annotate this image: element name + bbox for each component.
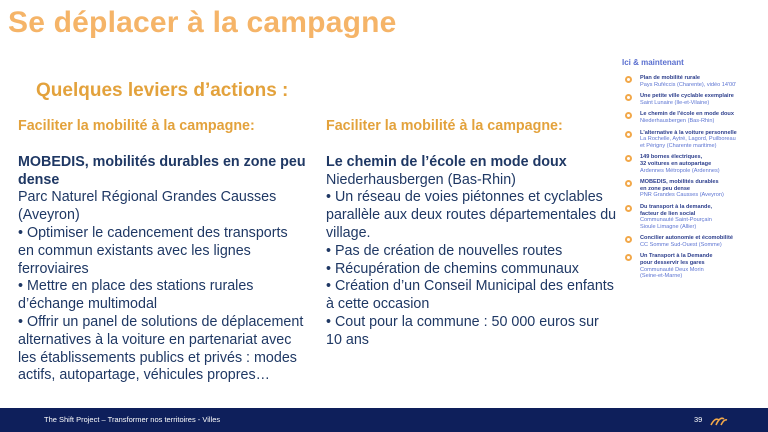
sidebar-item-title: Concilier autonomie et écomobilité [640, 235, 733, 242]
sidebar-item-title: Le chemin de l'école en mode doux [640, 111, 734, 118]
location-line: (Aveyron) [18, 207, 80, 224]
bullet-dot-icon [625, 131, 632, 138]
bullet-line: • Pas de création de nouvelles routes [326, 242, 563, 259]
bullet-line: 10 ans [326, 331, 369, 348]
left-column [18, 118, 318, 385]
sidebar-item-title: Plan de mobilité rurale [640, 75, 700, 81]
bullet-dot-icon [625, 254, 632, 261]
sidebar-heading: Ici & maintenant [622, 58, 684, 67]
sidebar-item-location: Niederhausbergen (Bas-Rhin) [640, 117, 715, 124]
sidebar-item[interactable] [622, 111, 764, 124]
sidebar-item-location: CC Somme Sud-Ouest (Somme) [640, 241, 722, 248]
middle-bullet-list [326, 189, 626, 349]
sidebar-item-location: Pays Ruféccis (Charente), vidéo 14'00' [640, 81, 737, 88]
left-project-location [18, 189, 318, 225]
bullet-line: • Mettre en place des stations rurales [18, 278, 254, 295]
bullet-line: les établissements publics et privés : modes [18, 349, 297, 366]
bullet-line: village. [326, 224, 371, 241]
left-bullet-list [18, 225, 318, 385]
sidebar-item[interactable] [622, 204, 764, 230]
project-name-line: MOBEDIS, mobilités durables en zone peu [18, 153, 306, 170]
sidebar-item[interactable] [622, 75, 764, 88]
sidebar-item-location: Communauté Deux Morin [640, 266, 704, 273]
bullet-line: parallèle aux deux routes départementales du [326, 207, 617, 224]
bullet-line: ferroviaires [18, 260, 89, 277]
bullet-line: actifs, autopartage, véhicules propres… [18, 367, 270, 384]
sidebar-item[interactable] [622, 179, 764, 199]
sidebar-item-location: Ardennes Métropole (Ardennes) [640, 167, 720, 174]
sidebar-item[interactable] [622, 130, 764, 150]
bullet-line: alternatives à la voiture en partenariat avec [18, 331, 292, 348]
sidebar-item-title: 149 bornes électriques, [640, 154, 703, 161]
sidebar-item-title: MOBEDIS, mobilités durables [640, 179, 719, 186]
bullet-line: • Cout pour la commune : 50 000 euros sur [326, 313, 599, 330]
sidebar-item-location: Communauté Saint-Pourçain [640, 217, 712, 224]
middle-project-location [326, 172, 626, 190]
sidebar-item-location: Sioule Limagne (Allier) [640, 223, 697, 230]
sidebar-item-location: La Rochelle, Aytré, Lagord, Puilboreau [640, 136, 736, 143]
footer-bar [0, 408, 768, 432]
sidebar-item[interactable] [622, 235, 764, 248]
shift-project-logo-icon [710, 414, 728, 426]
sidebar-item[interactable] [622, 93, 764, 106]
bullet-dot-icon [625, 94, 632, 101]
bullet-line: • Offrir un panel de solutions de déplacement [18, 313, 304, 330]
sidebar-item-location: Saint Lunaire (Ile-et-Vilaine) [640, 99, 710, 106]
location-line: Niederhausbergen (Bas-Rhin) [326, 171, 516, 188]
slide-title: Se déplacer à la campagne [8, 6, 397, 39]
sidebar-item-title: 32 voitures en autopartage [640, 160, 712, 167]
sidebar-examples [622, 58, 764, 285]
sidebar-list [622, 75, 764, 280]
bullet-dot-icon [625, 205, 632, 212]
sidebar-item[interactable] [622, 253, 764, 279]
bullet-dot-icon [625, 76, 632, 83]
sidebar-item-title: Du transport à la demande, [640, 203, 713, 210]
middle-project-name [326, 154, 626, 172]
bullet-line: d’échange multimodal [18, 296, 158, 313]
bullet-line: • Un réseau de voies piétonnes et cyclables [326, 189, 603, 206]
left-project-name [18, 154, 318, 190]
bullet-line: • Création d’un Conseil Municipal des enfants [326, 278, 614, 295]
project-name-line: dense [18, 171, 60, 188]
project-name-line: Le chemin de l’école en mode doux [326, 153, 567, 170]
middle-column-heading: Faciliter la mobilité à la campagne: [326, 118, 563, 134]
sidebar-item-title: Un Transport à la Demande [640, 253, 713, 260]
sidebar-item-location: et Périgny (Charente maritime) [640, 142, 717, 149]
bullet-dot-icon [625, 180, 632, 187]
sidebar-item-title: L'alternative à la voiture personnelle [640, 129, 737, 136]
page-number: 39 [694, 415, 703, 424]
sidebar-item-title: Une petite ville cyclable exemplaire [640, 93, 734, 100]
sidebar-item-title: facteur de lien social [640, 210, 696, 217]
bullet-line: en commun existants avec les lignes [18, 242, 251, 259]
slide-subtitle: Quelques leviers d’actions : [36, 80, 289, 101]
bullet-dot-icon [625, 155, 632, 162]
left-column-heading: Faciliter la mobilité à la campagne: [18, 118, 255, 134]
bullet-line: à cette occasion [326, 296, 430, 313]
bullet-dot-icon [625, 112, 632, 119]
sidebar-item-location: PNR Grandes Causses (Aveyron) [640, 192, 724, 199]
bullet-dot-icon [625, 236, 632, 243]
sidebar-item[interactable] [622, 154, 764, 174]
location-line: Parc Naturel Régional Grandes Causses [18, 189, 277, 206]
middle-column [326, 118, 626, 350]
footer-text: The Shift Project – Transformer nos territoires - Villes [44, 415, 221, 424]
bullet-line: • Optimiser le cadencement des transports [18, 224, 288, 241]
bullet-line: • Récupération de chemins communaux [326, 260, 579, 277]
sidebar-item-location: (Seine-et-Marne) [640, 273, 683, 280]
sidebar-item-title: en zone peu dense [640, 185, 691, 192]
sidebar-item-title: pour desservir les gares [640, 260, 705, 267]
